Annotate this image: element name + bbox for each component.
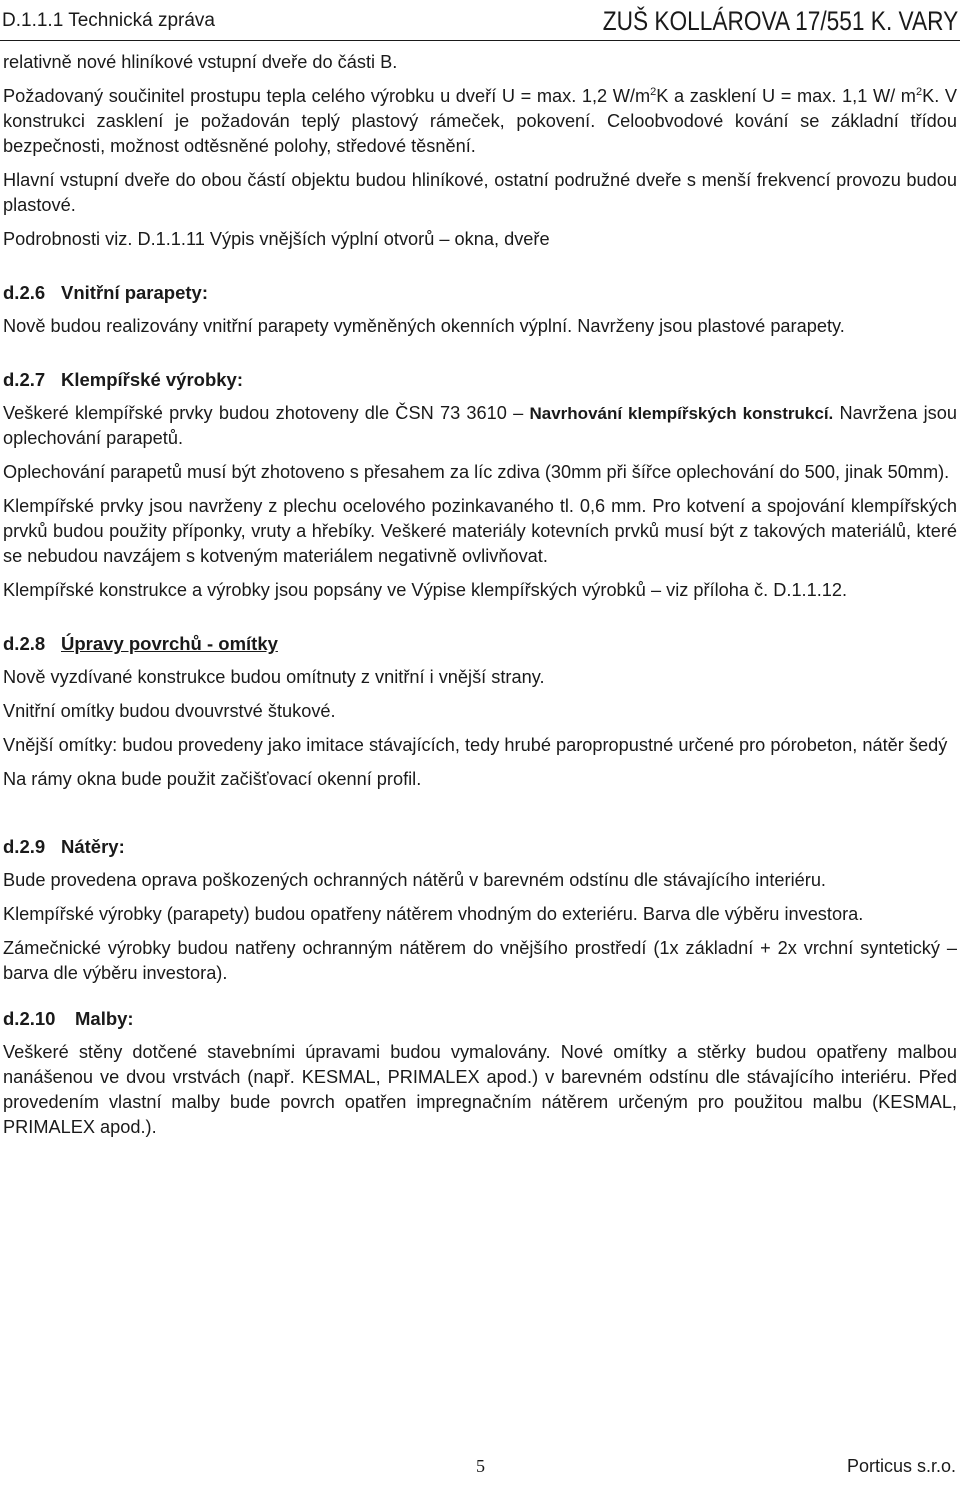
text-run: Veškeré klempířské prvky budou zhotoveny dle ČSN 73 3610 – [3, 403, 524, 423]
intro-paragraph-1: relativně nové hliníkové vstupní dveře do části B. [3, 52, 398, 72]
section-title: Úpravy povrchů - omítky [61, 633, 278, 654]
section-heading-d28 [3, 631, 957, 656]
text-run: Navržena jsou oplechování parapetů. [3, 403, 957, 448]
page-header [0, 6, 960, 41]
d29-paragraph-3: Zámečnické výrobky budou natřeny ochranným nátěrem do vnějšího prostředí (1x základní + 2x vrchní syntetický – barva dle výběru investora). [3, 938, 957, 983]
section-heading-d29 [3, 834, 957, 859]
section-number: d.2.9 [3, 836, 46, 857]
project-title: ZUŠ KOLLÁROVA 17/551 K. VARY [602, 6, 958, 36]
standard-title: Navrhování klempířských konstrukcí. [529, 404, 834, 423]
d27-paragraph-4: Klempířské konstrukce a výrobky jsou popsány ve Výpise klempířských výrobků – viz příloha č. D.1.1.12. [3, 580, 848, 600]
d28-paragraph-3: Vnější omítky: budou provedeny jako imitace stávajících, tedy hrubé paropropustné určené pro pórobeton, nátěr šedý [3, 735, 948, 755]
superscript: 2 [915, 85, 923, 98]
section-number: d.2.10 [3, 1008, 56, 1029]
section-title: Klempířské výrobky: [61, 369, 244, 390]
text-run: K. V konstrukci zasklení je požadován teplý plastový rámeček, pokovení. Celoobvodové kování se základní třídou bezpečnosti, možnost odtěsněné polohy, středové těsnění. [3, 86, 957, 156]
text-run: Požadovaný součinitel prostupu tepla celého výrobku u dveří U = max. 1,2 W/m [3, 86, 651, 106]
section-number: d.2.8 [3, 633, 46, 654]
document-body [3, 50, 957, 1140]
company-name: Porticus s.r.o. [846, 1456, 956, 1476]
document-code: D.1.1.1 Technická zpráva [2, 10, 215, 31]
intro-paragraph-4: Podrobnosti viz. D.1.1.11 Výpis vnějších výplní otvorů – okna, dveře [3, 229, 550, 249]
d27-paragraph-2: Oplechování parapetů musí být zhotoveno s přesahem za líc zdiva (30mm při šířce oplechování do 500, jinak 50mm). [3, 462, 950, 482]
d28-paragraph-2: Vnitřní omítky budou dvouvrstvé štukové. [3, 701, 336, 721]
section-heading-d27 [3, 367, 957, 392]
section-heading-d210 [3, 1006, 957, 1031]
intro-paragraph-2 [3, 84, 957, 159]
superscript: 2 [650, 85, 657, 98]
section-number: d.2.7 [3, 369, 46, 390]
d26-paragraph-1: Nově budou realizovány vnitřní parapety vyměněných okenních výplní. Navrženy jsou plastové parapety. [3, 316, 845, 336]
intro-paragraph-3: Hlavní vstupní dveře do obou částí objektu budou hliníkové, ostatní podružné dveře s menší frekvencí provozu budou plastové. [3, 170, 957, 215]
section-title: Nátěry: [61, 836, 125, 857]
page-number: 5 [476, 1456, 485, 1476]
section-title: Vnitřní parapety: [61, 282, 208, 303]
section-number: d.2.6 [3, 282, 46, 303]
d27-paragraph-1 [3, 401, 957, 451]
d29-paragraph-2: Klempířské výrobky (parapety) budou opatřeny nátěrem vhodným do exteriéru. Barva dle výběru investora. [3, 904, 864, 924]
d210-paragraph-1: Veškeré stěny dotčené stavebními úpravami budou vymalovány. Nové omítky a stěrky budou opatřeny malbou nanášenou ve dvou vrstvách (např. KESMAL, PRIMALEX apod.) v barevném odstínu dle stávajícího interiéru. Před provedením vlastní malby bude povrch opatřen impregnačním nátěrem určeným pro použitou malbu (KESMAL, PRIMALEX apod.). [3, 1042, 957, 1137]
section-heading-d26 [3, 280, 957, 305]
d28-paragraph-1: Nově vyzdívané konstrukce budou omítnuty z vnitřní i vnější strany. [3, 667, 545, 687]
d28-paragraph-4: Na rámy okna bude použit začišťovací okenní profil. [3, 769, 422, 789]
d27-paragraph-3: Klempířské prvky jsou navrženy z plechu ocelového pozinkavaného tl. 0,6 mm. Pro kotvení a spojování klempířských prvků budou použity příponky, vruty a hřebíky. Veškeré materiály kotevních prvků musí být z takových materiálů, které se nebudou navzájem s kotveným materiálem negativně ovlivňovat. [3, 496, 957, 566]
text-run: K a zasklení U = max. 1,1 W/ m [656, 86, 916, 106]
section-title: Malby: [75, 1008, 134, 1029]
d29-paragraph-1: Bude provedena oprava poškozených ochranných nátěrů v barevném odstínu dle stávajícího interiéru. [3, 870, 826, 890]
page-footer [0, 1456, 960, 1482]
